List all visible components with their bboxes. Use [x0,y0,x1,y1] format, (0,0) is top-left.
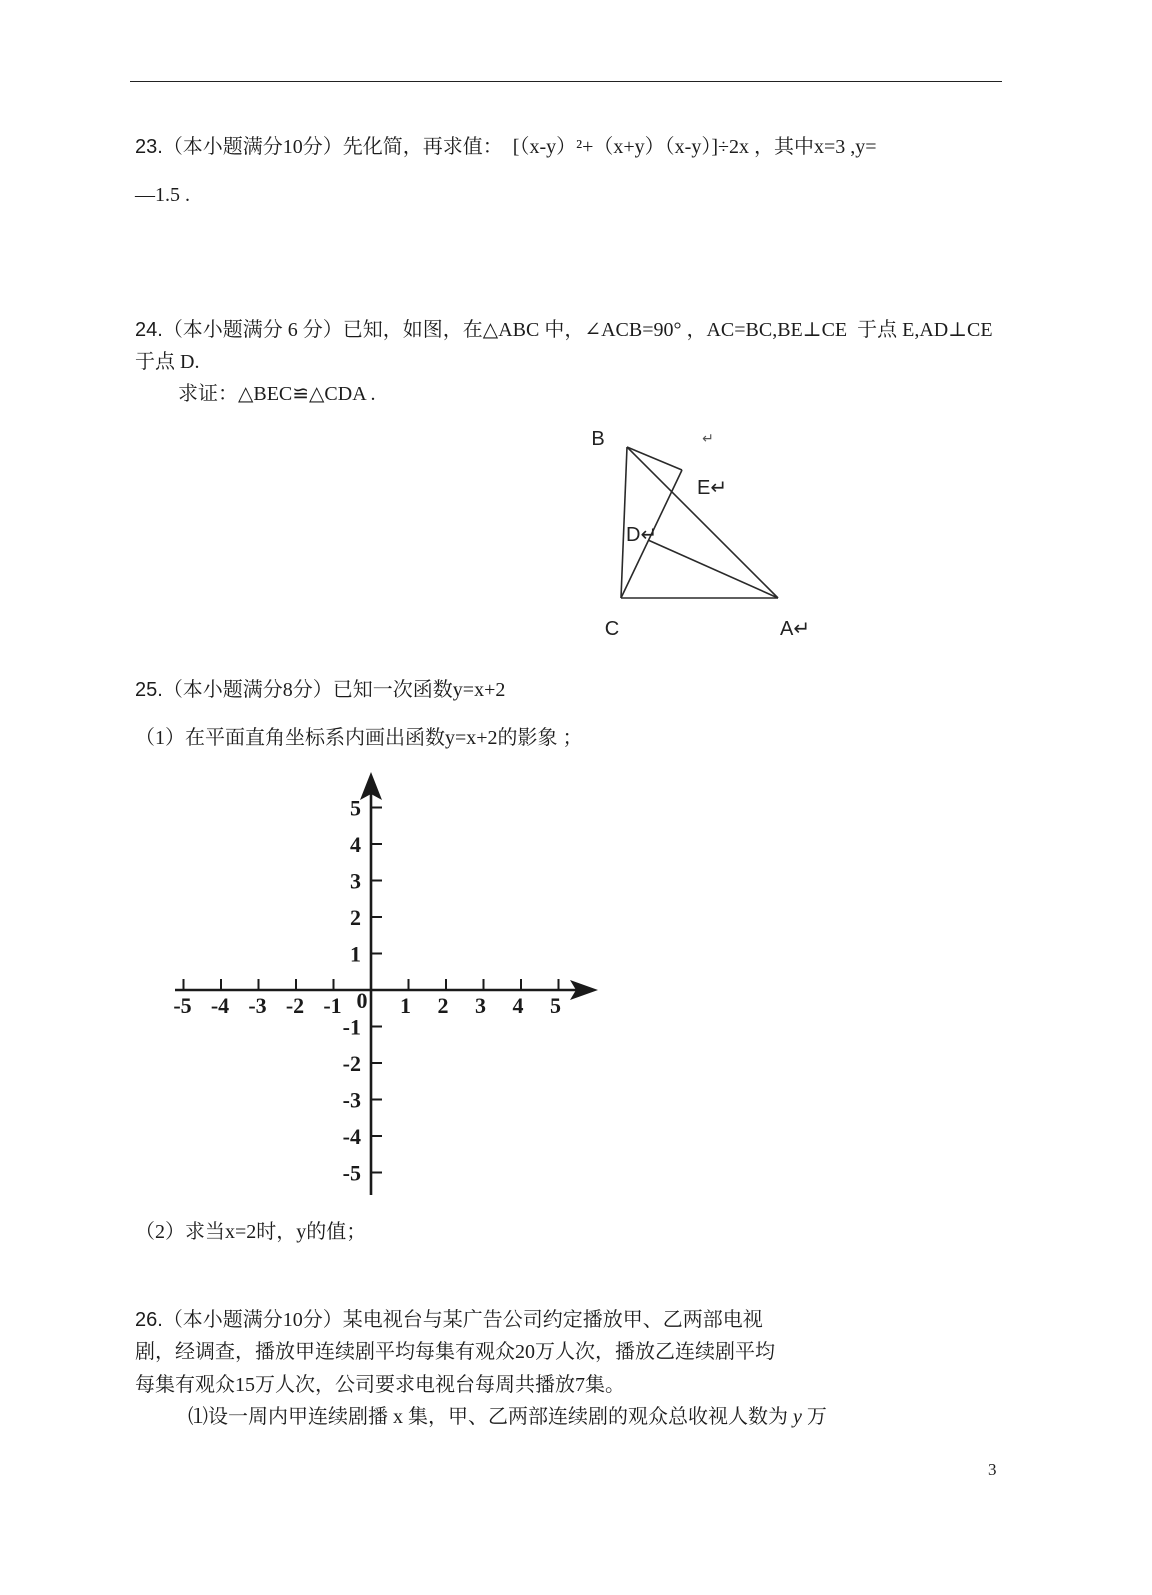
q26-variable-y: y [793,1406,802,1428]
q26-line-3 [135,1375,625,1395]
point-label-e: E↵ [697,477,728,499]
q25-stem: （本小题满分8分）已知一次函数y=x+2 [162,679,506,701]
y-tick-label: -1 [342,1014,361,1040]
y-tick-label: 1 [350,941,361,967]
q26-line-4 [188,1407,827,1427]
q24-prove-line [178,384,376,404]
point-label-b: B [591,428,605,450]
y-tick-label: 3 [350,868,361,894]
segment-ad [648,540,778,598]
q24-stem-continued: 于点 D. [135,351,200,373]
q25-line-1 [135,680,505,700]
segment-bc [621,447,627,598]
q25-part-1-text: （1）在平面直角坐标系内画出函数y=x+2的影象 ； [135,727,583,749]
q26-line-2 [135,1342,775,1362]
q26-number: 26. [135,1309,163,1331]
x-tick-label: 4 [512,993,524,1018]
q24-stem: （本小题满分 6 分）已知，如图，在△ABC 中，∠ACB=90° ，AC=BC,BE⊥CE 于点 E,AD⊥CE [162,319,993,341]
x-tick-label: -3 [248,993,267,1018]
y-tick-label: 5 [350,795,361,821]
x-tick-label: -5 [173,993,192,1018]
y-tick-label: 4 [350,832,361,857]
q26-stem: （本小题满分10分）某电视台与某广告公司约定播放甲、乙两部电视 [162,1309,763,1331]
q25-part-2 [135,1222,366,1242]
x-tick-label: -2 [285,993,305,1018]
segment-ba [627,447,778,598]
y-tick-label: -4 [342,1124,361,1149]
q23-line-1 [135,137,877,157]
q25-part-1 [135,728,583,748]
triangle-lines [621,447,778,598]
q26-sub-1-end: 万 [801,1406,827,1428]
x-tick-label: -1 [323,993,342,1018]
q26-stem-3: 每集有观众15万人次，公司要求电视台每周共播放7集。 [135,1374,625,1396]
paragraph-mark: ↵ [702,430,714,446]
point-label-d: D↵ [626,524,658,546]
q26-stem-2: 剧，经调查，播放甲连续剧平均每集有观众20万人次，播放乙连续剧平均 [135,1341,775,1363]
q23-number: 23. [135,136,163,158]
x-tick-label: 5 [550,993,561,1018]
point-label-a: A↵ [780,618,811,640]
q23-stem-continued: —1.5 . [135,184,190,206]
q24-line-2 [135,352,199,372]
y-tick-label: 2 [350,905,361,930]
segment-be [627,447,682,470]
y-tick-label: -5 [342,1160,361,1186]
q25-part-2-text: （2）求当x=2时，y的值； [135,1221,367,1243]
q26-sub-1-text: ⑴设一周内甲连续剧播 x 集，甲、乙两部连续剧的观众总收视人数为 [188,1406,793,1428]
x-tick-label: 1 [400,993,411,1018]
point-label-c: C [604,618,620,640]
x-tick-label: 3 [475,993,486,1018]
header-rule [130,81,1002,82]
q26-line-1 [135,1310,763,1330]
q24-triangle-figure [570,415,840,665]
x-tick-label: 2 [437,993,449,1018]
q24-prove-text: 求证：△BEC≌△CDA . [178,383,376,405]
q24-line-1 [135,320,993,340]
q24-number: 24. [135,319,163,341]
coordinate-plane [160,760,610,1205]
origin-label: 0 [356,988,368,1013]
x-tick-label: -4 [210,993,230,1018]
y-tick-label: -2 [342,1051,361,1076]
page-number: 3 [988,1460,997,1479]
y-tick-label: -3 [342,1087,361,1113]
q23-line-2 [135,185,190,205]
q25-number: 25. [135,679,163,701]
q23-stem: （本小题满分10分）先化简，再求值： [（x-y）²+（x+y）（x-y）]÷2x ，其中x=3 ,y= [162,136,877,158]
